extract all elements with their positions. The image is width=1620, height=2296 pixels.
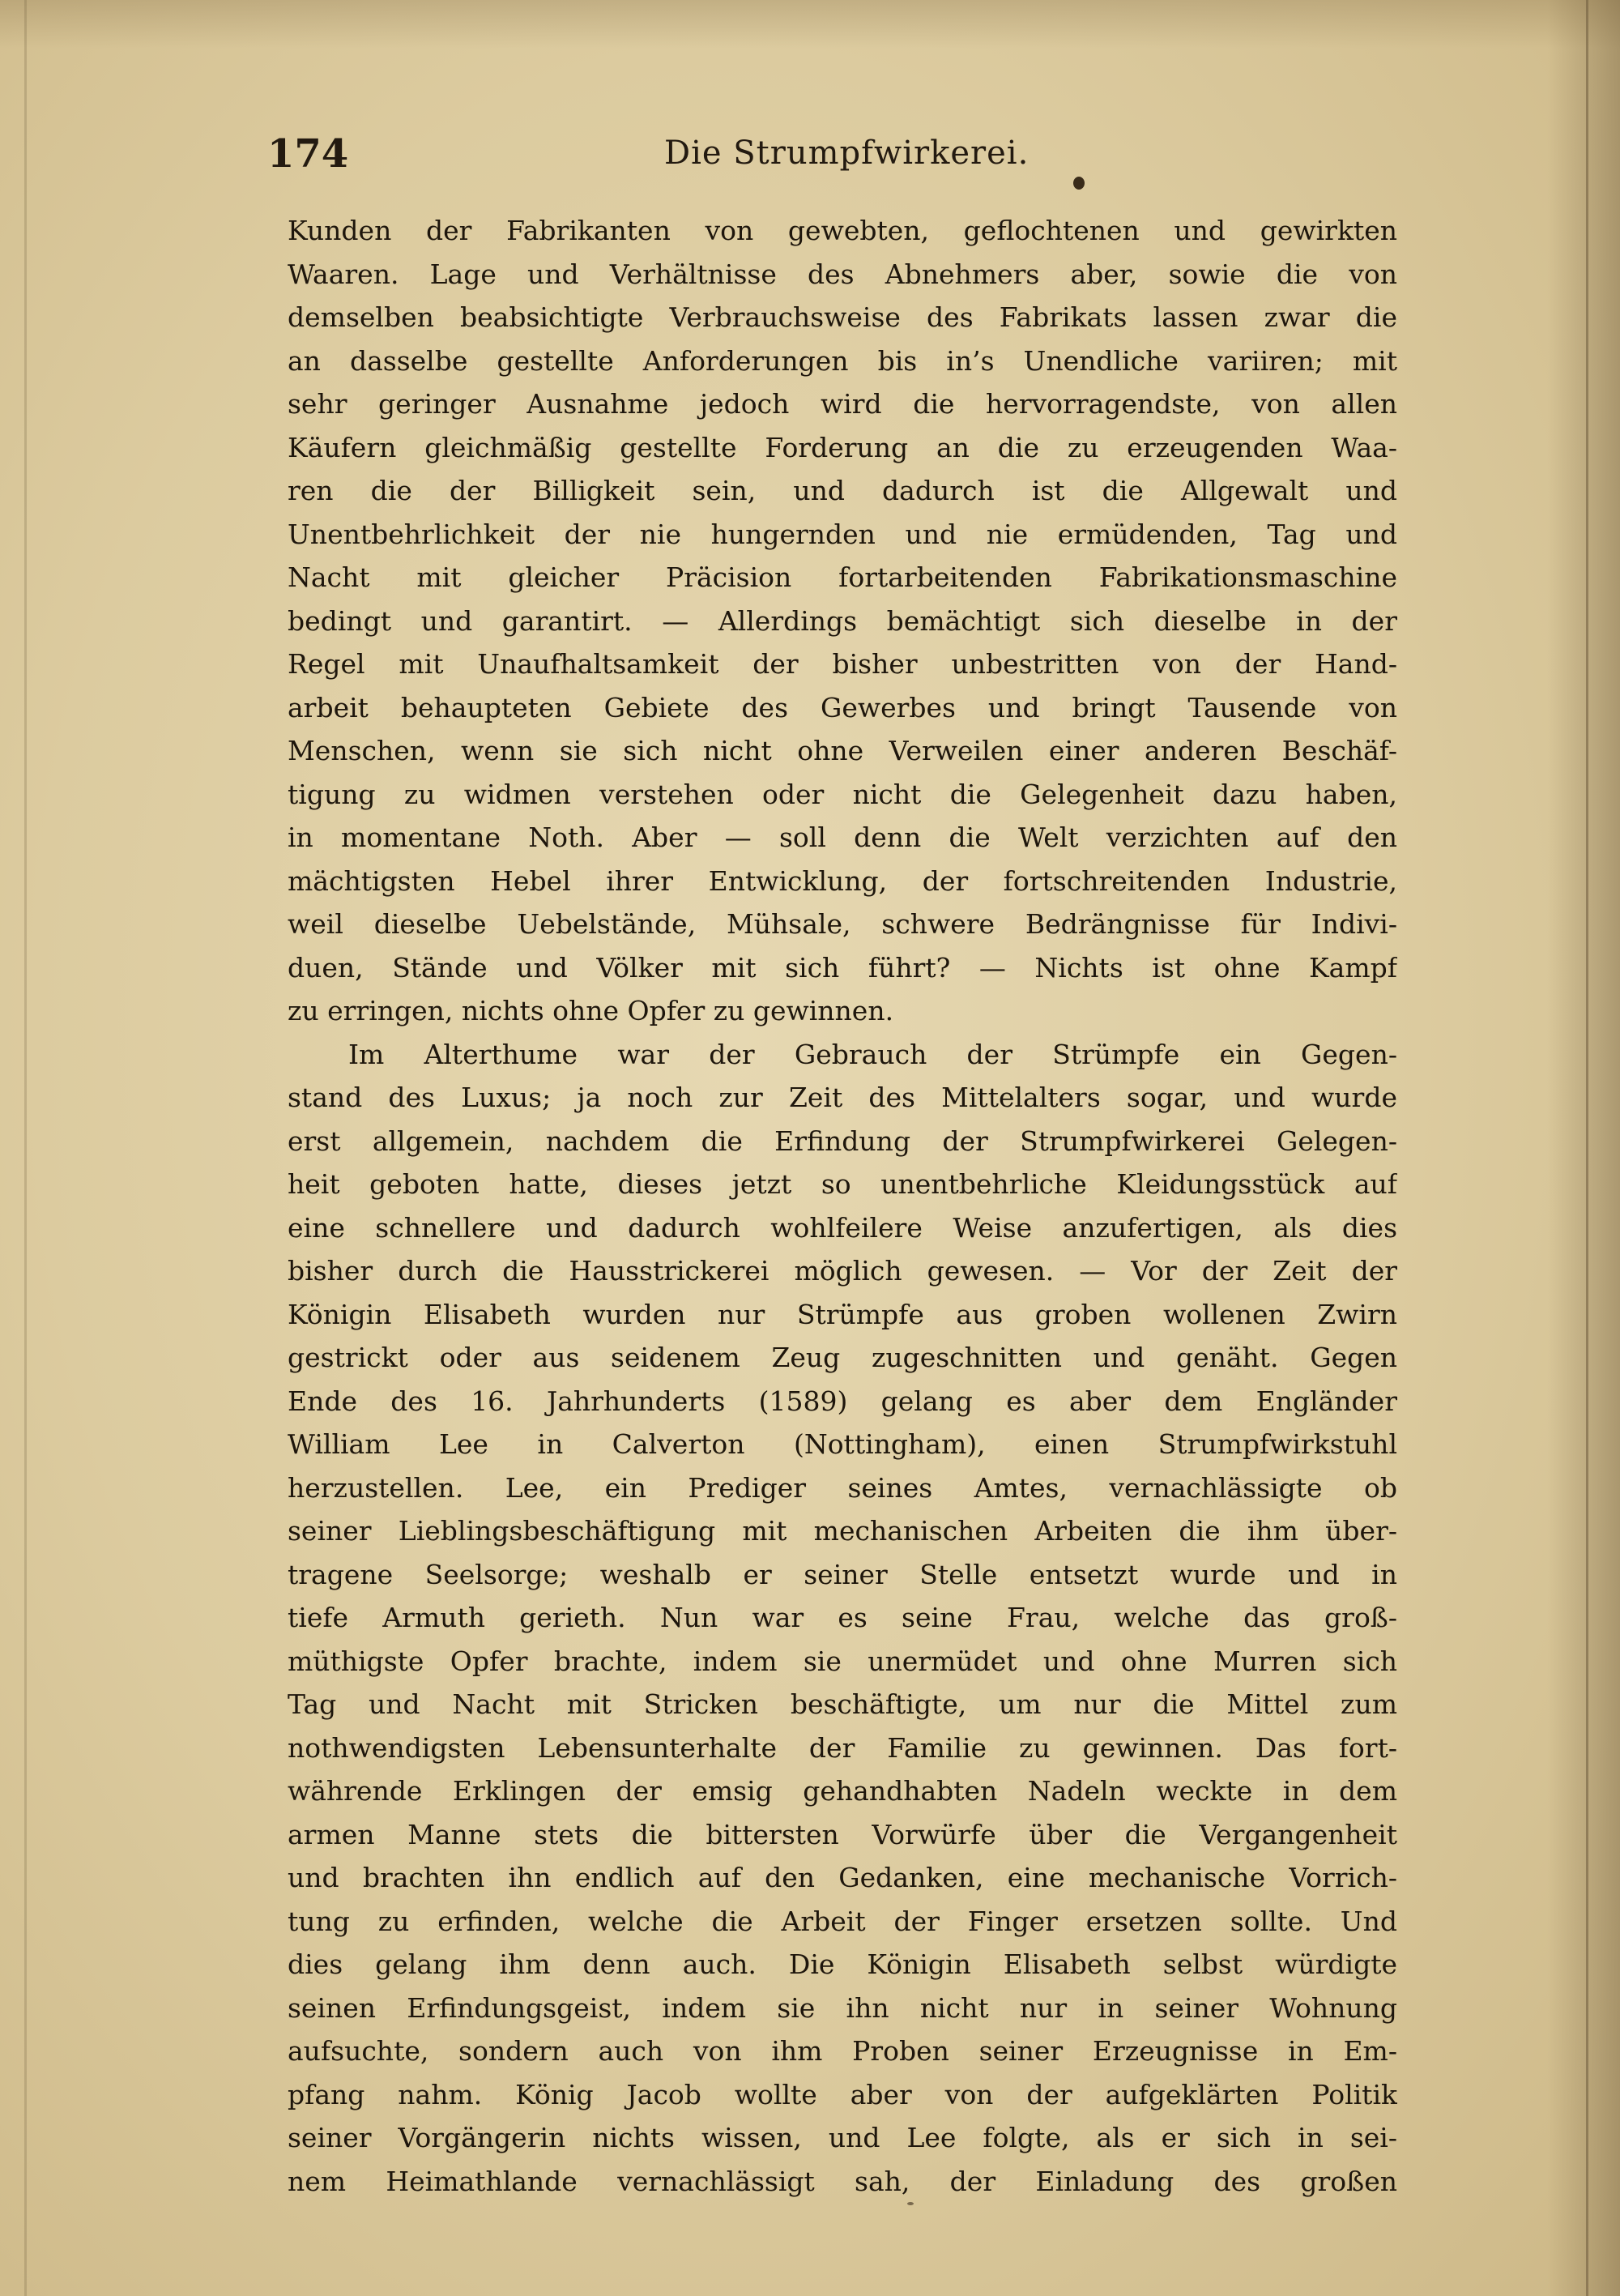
text-line: tigung zu widmen verstehen oder nicht die Gelegenheit dazu haben, [288, 778, 1397, 810]
text-line: pfang nahm. König Jacob wollte aber von der aufgeklärten Politik [288, 2078, 1397, 2110]
page-left-edge-line [24, 0, 27, 2296]
text-line: dies gelang ihm denn auch. Die Königin Elisabeth selbst würdigte [288, 1948, 1397, 1980]
body-text [288, 209, 1397, 2203]
text-line: ren die der Billigkeit sein, und dadurch ist die Allgewalt und [288, 475, 1397, 506]
text-line: Kunden der Fabrikanten von gewebten, geflochtenen und gewirkten [288, 215, 1397, 246]
text-line: Regel mit Unaufhaltsamkeit der bisher unbestritten von der Hand- [288, 648, 1397, 680]
text-line: müthigste Opfer brachte, indem sie unermüdet und ohne Murren sich [288, 1645, 1397, 1677]
text-line: seinen Erfindungsgeist, indem sie ihn nicht nur in seiner Wohnung [288, 1991, 1397, 2024]
text-line: tung zu erfinden, welche die Arbeit der Finger ersetzen sollte. Und [288, 1905, 1397, 1937]
text-line: bisher durch die Hausstrickerei möglich gewesen. — Vor der Zeit der [288, 1255, 1397, 1287]
running-title: Die Strumpfwirkerei. [664, 134, 1030, 172]
text-line: stand des Luxus; ja noch zur Zeit des Mittelalters sogar, und wurde [288, 1082, 1397, 1113]
text-line: gestrickt oder aus seidenem Zeug zugeschnitten und genäht. Gegen [288, 1342, 1397, 1373]
text-line: nothwendigsten Lebensunterhalte der Familie zu gewinnen. Das fort- [288, 1731, 1397, 1764]
text-line: Nacht mit gleicher Präcision fortarbeitenden Fabrikationsmaschine [288, 561, 1397, 593]
text-line: Königin Elisabeth wurden nur Strümpfe aus groben wollenen Zwirn [288, 1298, 1397, 1330]
text-line: Unentbehrlichkeit der nie hungernden und nie ermüdenden, Tag und [288, 518, 1397, 550]
text-line: seiner Lieblingsbeschäftigung mit mechanischen Arbeiten die ihm über- [288, 1515, 1397, 1547]
text-line: weil dieselbe Uebelstände, Mühsale, schwere Bedrängnisse für Indivi- [288, 908, 1397, 940]
page-top-shadow [0, 0, 1620, 49]
text-line: erst allgemein, nachdem die Erfindung der Strumpfwirkerei Gelegen- [288, 1125, 1397, 1157]
text-line: bedingt und garantirt. — Allerdings bemächtigt sich dieselbe in der [288, 604, 1397, 637]
text-line: arbeit behaupteten Gebiete des Gewerbes und bringt Tausende von [288, 691, 1397, 723]
text-line: nem Heimathlande vernachlässigt sah, der Einladung des großen [288, 2165, 1397, 2197]
text-line: Menschen, wenn sie sich nicht ohne Verweilen einer anderen Beschäf- [288, 735, 1397, 766]
text-line: sehr geringer Ausnahme jedoch wird die hervorragendste, von allen [288, 388, 1397, 420]
text-line: und brachten ihn endlich auf den Gedanken, eine mechanische Vorrich- [288, 1862, 1397, 1893]
text-line: heit geboten hatte, dieses jetzt so unentbehrliche Kleidungsstück auf [288, 1168, 1397, 1200]
page-edge-shadow [1547, 0, 1620, 2296]
text-line: armen Manne stets die bittersten Vorwürfe über die Vergangenheit [288, 1818, 1397, 1850]
text-line: in momentane Noth. Aber — soll denn die Welt verzichten auf den [288, 822, 1397, 853]
ink-spot [1073, 177, 1085, 190]
text-line: eine schnellere und dadurch wohlfeilere Weise anzufertigen, als dies [288, 1211, 1397, 1244]
text-line: aufsuchte, sondern auch von ihm Proben seiner Erzeugnisse in Em- [288, 2035, 1397, 2067]
text-line: zu erringen, nichts ohne Opfer zu gewinnen. [288, 995, 894, 1026]
text-line: Tag und Nacht mit Stricken beschäftigte, um nur die Mittel zum [288, 1688, 1397, 1720]
text-line: tiefe Armuth gerieth. Nun war es seine Frau, welche das groß- [288, 1602, 1397, 1633]
text-line: seiner Vorgängerin nichts wissen, und Lee folgte, als er sich in sei- [288, 2122, 1397, 2153]
page-header [267, 122, 1385, 186]
text-line: herzustellen. Lee, ein Prediger seines Amtes, vernachlässigte ob [288, 1471, 1397, 1504]
text-line: Waaren. Lage und Verhältnisse des Abnehmers aber, sowie die von [288, 258, 1397, 290]
page-edge-line [1586, 0, 1588, 2296]
text-line: demselben beabsichtigte Verbrauchsweise des Fabrikats lassen zwar die [288, 301, 1397, 333]
text-line: mächtigsten Hebel ihrer Entwicklung, der fortschreitenden Industrie, [288, 864, 1397, 897]
text-line: an dasselbe gestellte Anforderungen bis in’s Unendliche variiren; mit [288, 344, 1397, 377]
page-number: 174 [267, 131, 349, 177]
text-line: William Lee in Calverton (Nottingham), einen Strumpfwirkstuhl [288, 1428, 1397, 1460]
text-line: Käufern gleichmäßig gestellte Forderung an die zu erzeugenden Waa- [288, 431, 1397, 463]
text-line: Im Alterthume war der Gebrauch der Strümpfe ein Gegen- [348, 1038, 1397, 1070]
text-line: währende Erklingen der emsig gehandhabten Nadeln weckte in dem [288, 1775, 1397, 1807]
text-line: tragene Seelsorge; weshalb er seiner Stelle entsetzt wurde und in [288, 1558, 1397, 1590]
text-line: Ende des 16. Jahrhunderts (1589) gelang es aber dem Engländer [288, 1385, 1397, 1417]
text-line: duen, Stände und Völker mit sich führt? — Nichts ist ohne Kampf [288, 951, 1397, 984]
